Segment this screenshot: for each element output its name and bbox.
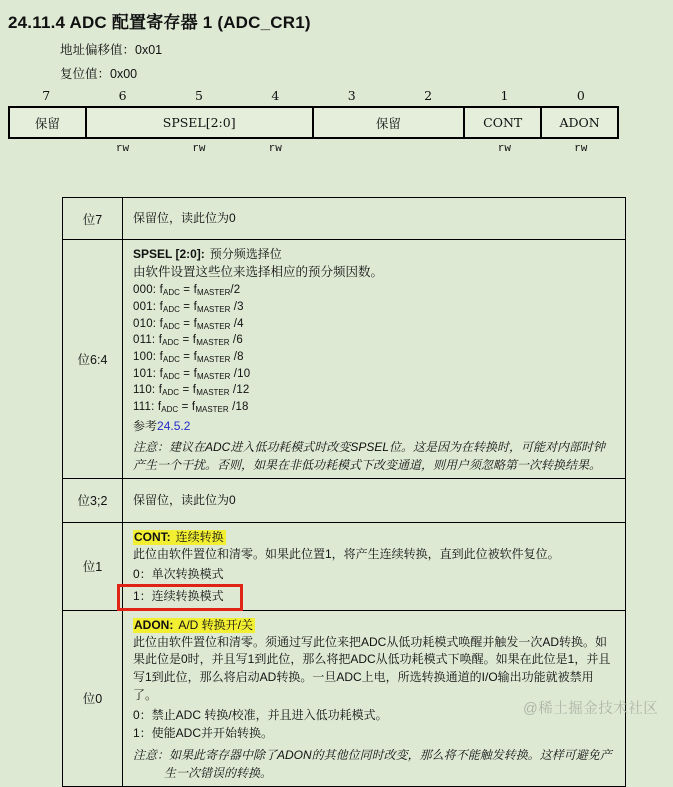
spsel-option-111: 111: $f_{ADC} = f_{MASTER}$ /18: [133, 401, 249, 415]
bit-number: 3: [347, 88, 356, 103]
bit32-label: 位3;2: [63, 478, 123, 522]
reference-link[interactable]: 24.5.2: [157, 418, 191, 433]
spsel-note: 注意：建议在ADC进入低功耗模式时改变SPSEL位。这是因为在转换时，可能对内部时钟产生一个干扰。否则，如果在非低功耗模式下改变通道，则用户须忽略第一次转换结果。: [133, 439, 606, 472]
spsel-option-110: 110: $f_{ADC} = f_{MASTER}$ /12: [133, 384, 250, 398]
bit-number: 4: [271, 88, 280, 103]
cont-field-name: CONT:: [134, 529, 171, 544]
cont-option-1: 1：连续转换模式: [133, 589, 224, 604]
adon-field-name: ADON:: [134, 617, 174, 632]
note-label: 注意：: [133, 439, 170, 454]
bit64-label: 位6:4: [63, 240, 123, 479]
access-type: [390, 143, 466, 157]
page-title: 24.11.4 ADC 配置寄存器 1 (ADC_CR1): [8, 13, 311, 32]
spsel-intro: 由软件设置这些位来选择相应的预分频因数。: [133, 265, 384, 279]
spsel-option-000: 000: $f_{ADC} = f_{MASTER}/2$: [133, 284, 241, 298]
spsel-field-title: 预分频选择位: [209, 247, 282, 261]
adon-option-0: 0：禁止ADC 转换/校准，并且进入低功耗模式。: [133, 707, 388, 722]
table-row-bit32: [63, 478, 626, 522]
field-reserved-bit7: 保留: [34, 115, 60, 131]
spsel-option-101: 101: $f_{ADC} = f_{MASTER}$ /10: [133, 367, 251, 381]
bit-number: 6: [118, 88, 127, 103]
bit1-label: 位1: [63, 522, 123, 610]
field-adon: ADON: [540, 108, 617, 137]
bit7-description: 保留位，读此位为0: [123, 198, 626, 240]
access-type: rw: [497, 143, 512, 155]
access-type: [314, 143, 390, 157]
bit-number: 7: [42, 88, 51, 103]
table-row-bit7: [63, 198, 626, 240]
reset-value-label: 复位值：: [60, 67, 111, 81]
field-reserved-bit32: 保留: [312, 108, 464, 137]
bit64-description: [123, 240, 626, 479]
cont-body: 此位由软件置位和清零。如果此位置1，将产生连续转换，直到此位被软件复位。: [133, 546, 560, 561]
bit-number: 0: [576, 88, 585, 103]
adon-highlight: [133, 618, 255, 633]
access-type-row: [8, 143, 619, 157]
access-type: rw: [115, 143, 130, 155]
register-field-row: [8, 106, 619, 139]
address-offset-line: [60, 40, 162, 58]
note-label: 注意：: [133, 747, 170, 762]
address-offset-label: 地址偏移值：: [60, 43, 136, 57]
spsel-option-001: 001: $f_{ADC} = f_{MASTER}$ /3: [133, 301, 244, 315]
reset-value-value: 0x00: [110, 67, 138, 81]
adon-note: 注意：如果此寄存器中除了ADON的其他位同时改变，那么将不能触发转换。这样可避免产生一次错误的转换。: [133, 747, 612, 780]
access-type: [8, 143, 84, 157]
watermark: @稀土掘金技术社区: [523, 701, 659, 717]
spsel-field-name: SPSEL [2:0]:: [133, 247, 205, 261]
reference-prefix: 参考: [133, 418, 158, 433]
access-type: rw: [574, 143, 588, 155]
spsel-option-100: 100: $f_{ADC} = f_{MASTER}$ /8: [133, 351, 244, 365]
spsel-field-heading: [133, 245, 615, 263]
bit-number: 2: [424, 88, 433, 103]
spsel-option-011: 011: $f_{ADC} = f_{MASTER}$ /6: [133, 334, 243, 348]
field-spsel: SPSEL[2:0]: [85, 108, 312, 137]
cont-field-title: 连续转换: [175, 529, 224, 544]
bit32-description: 保留位，读此位为0: [123, 478, 626, 522]
spsel-option-010: 010: $f_{ADC} = f_{MASTER}$ /4: [133, 317, 244, 331]
cont-option-0: 0：单次转换模式: [133, 566, 224, 581]
bit7-label: 位7: [63, 198, 123, 240]
register-bit-diagram: [8, 88, 619, 157]
adon-field-heading: [133, 616, 615, 634]
table-row-bit1: [63, 522, 626, 610]
address-offset-value: 0x01: [135, 43, 163, 57]
bit-number-row: [8, 88, 619, 104]
cont-option-1-row: [133, 583, 615, 606]
cont-field-heading: [133, 528, 615, 546]
reference-line: [133, 418, 615, 435]
adon-field-title: A/D 转换开/关: [178, 617, 254, 632]
access-type: rw: [192, 143, 206, 155]
access-type: rw: [268, 143, 282, 155]
adon-body: 此位由软件置位和清零。须通过写此位来把ADC从低功耗模式唤醒并触发一次AD转换。如果此位是0时，并且写1到此位，那么将把ADC从低功耗模式下唤醒。如果在此位是1，并且写1到此位，那么将启动AD转换。一旦ADC上电，所选转换通道的I/O输出功能就被禁用了。: [133, 634, 611, 702]
table-row-bit64: [63, 240, 626, 479]
reset-value-line: [60, 64, 137, 82]
bit0-label: 位0: [63, 610, 123, 786]
bit1-description: [123, 522, 626, 610]
bit-number: 1: [500, 88, 509, 103]
adon-option-1: 1：使能ADC并开始转换。: [133, 726, 274, 741]
red-highlight-box: [117, 584, 243, 611]
field-cont: CONT: [463, 108, 540, 137]
bit-number: 5: [194, 88, 203, 103]
cont-highlight: [133, 530, 226, 545]
